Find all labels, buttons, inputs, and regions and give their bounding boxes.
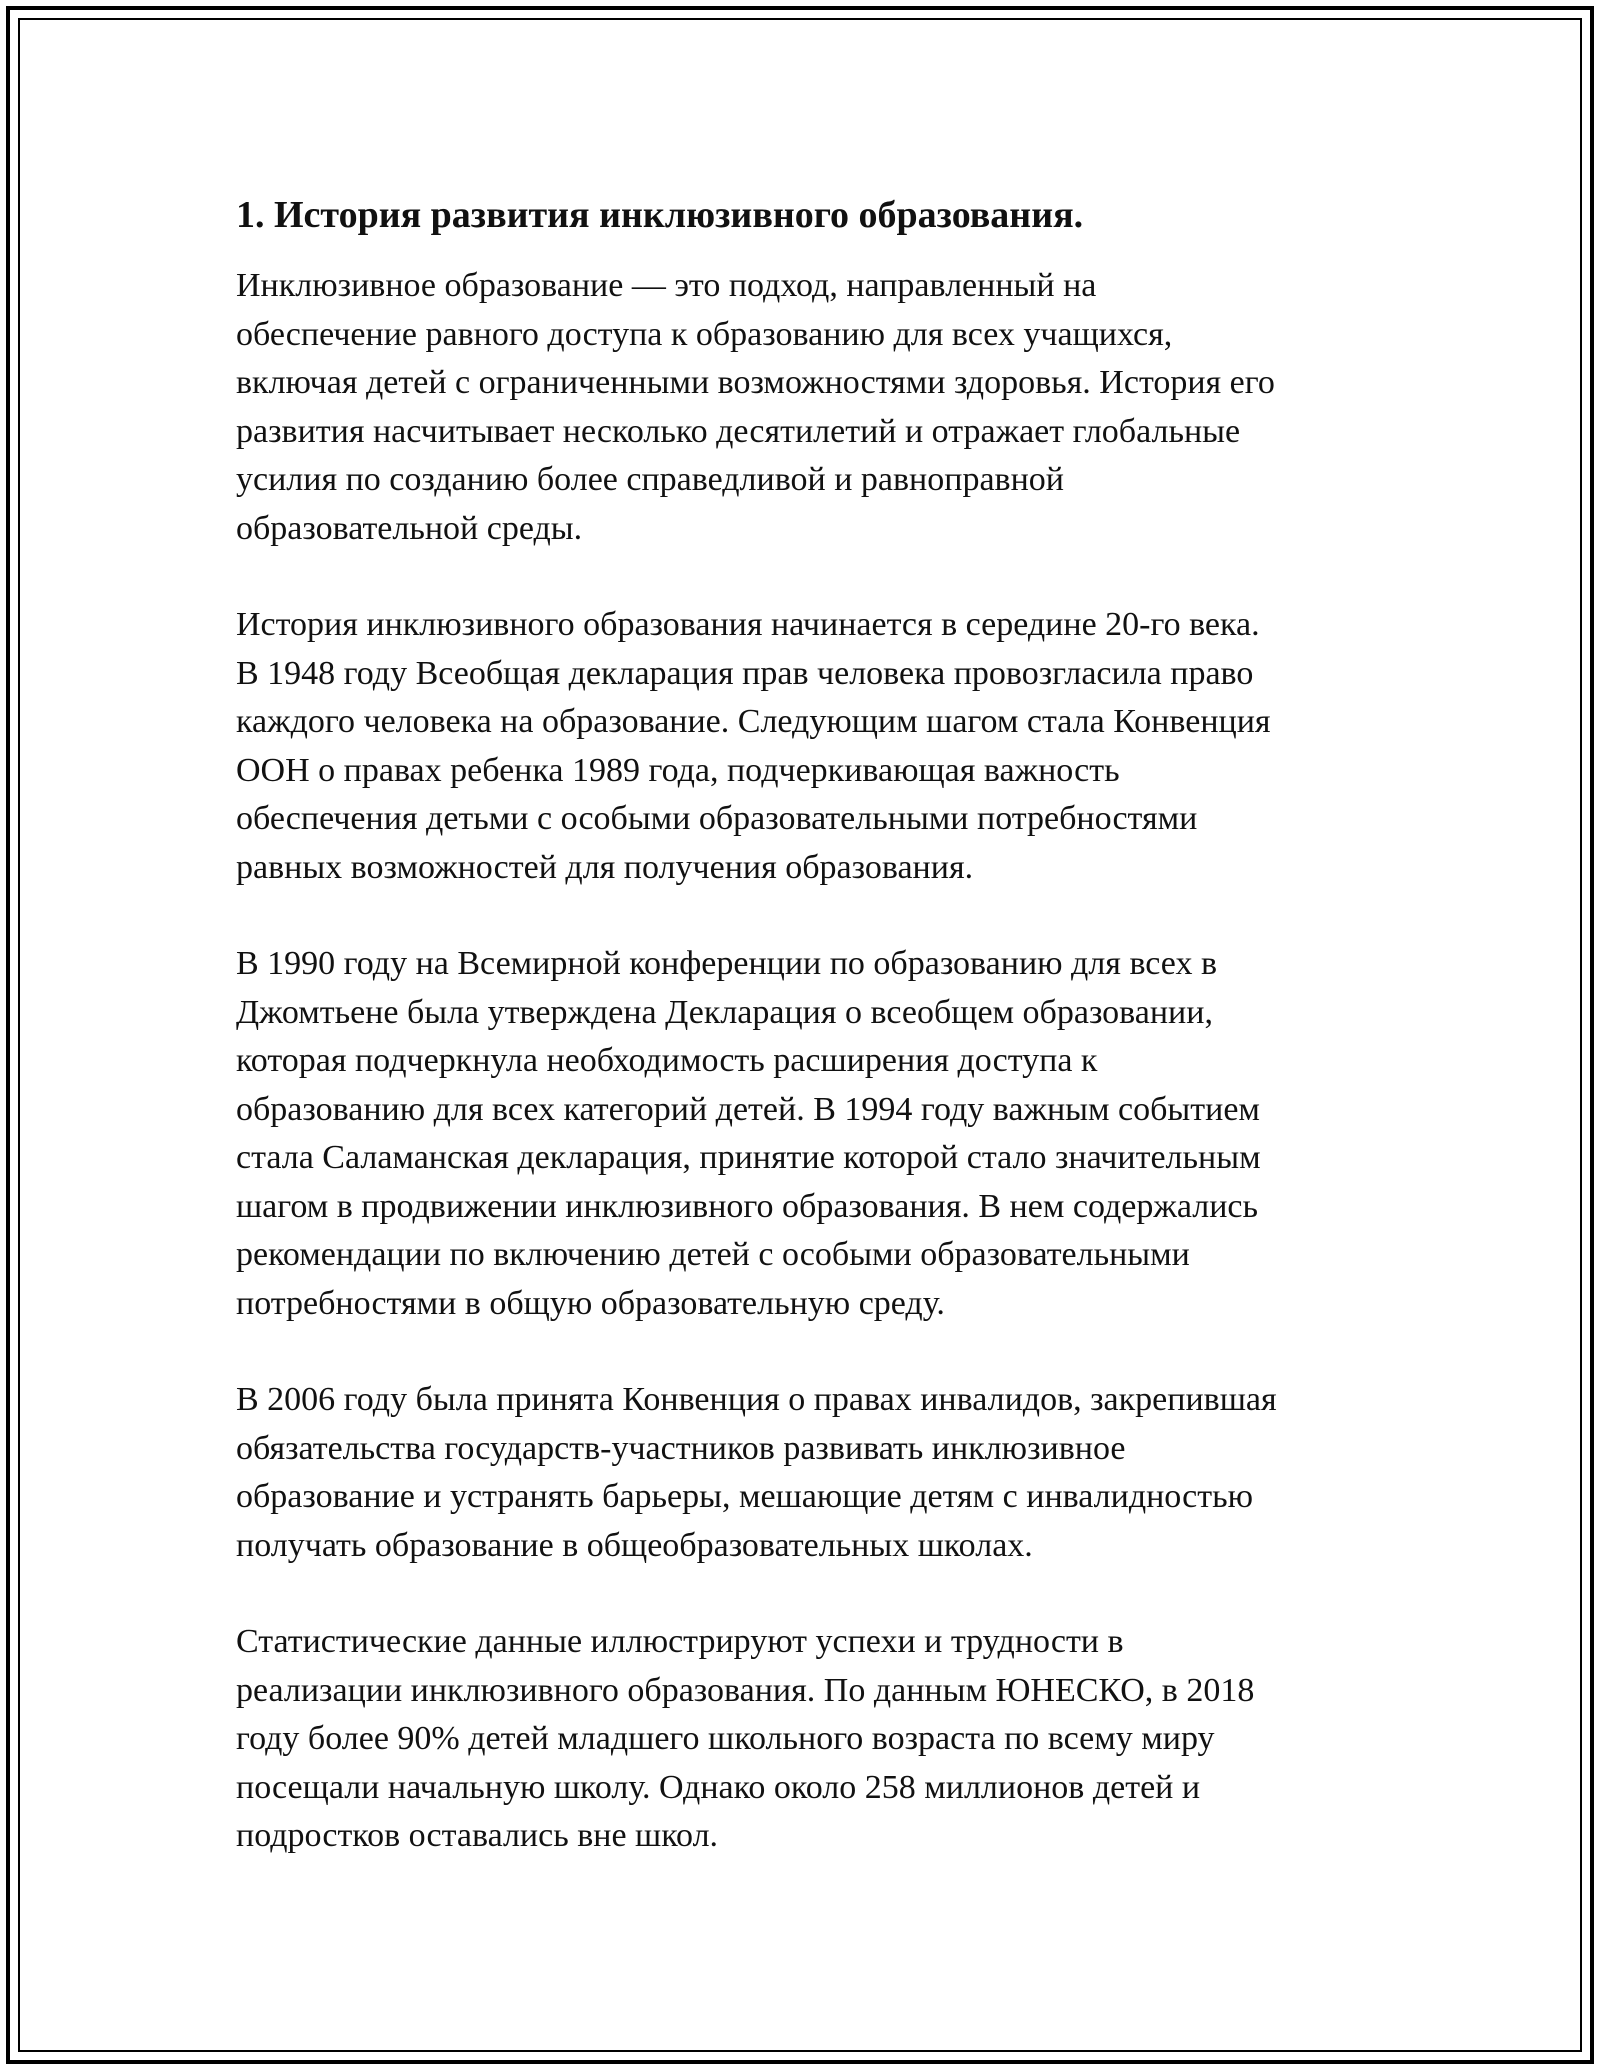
text-line: году более 90% детей младшего школьного возраста по всему миру <box>236 1720 1215 1757</box>
text-line: ООН о правах ребенка 1989 года, подчеркивающая важность <box>236 751 1120 789</box>
text-line: Инклюзивное образование — это подход, направленный на <box>236 267 1097 304</box>
text-line: усилия по созданию более справедливой и равноправной <box>236 461 1064 498</box>
text-line: Джомтьене была утверждена Декларация о всеобщем образовании, <box>236 993 1213 1031</box>
text-line: История инклюзивного образования начинается в середине 20-го века. <box>236 606 1260 643</box>
paragraph-history-start <box>236 601 1416 892</box>
text-line: обеспечения детьми с особыми образовательными потребностями <box>236 800 1198 837</box>
text-line: В 1948 году Всеобщая декларация прав человека провозгласила право <box>236 654 1254 692</box>
text-line: Статистические данные иллюстрируют успехи и трудности в <box>236 1623 1124 1660</box>
text-line: посещали начальную школу. Однако около 258 миллионов детей и <box>236 1768 1201 1806</box>
paragraph-statistics <box>236 1618 1416 1861</box>
text-line: реализации инклюзивного образования. По данным ЮНЕСКО, в 2018 <box>236 1671 1255 1709</box>
text-line: обеспечение равного доступа к образованию для всех учащихся, <box>236 315 1173 353</box>
text-line: рекомендации по включению детей с особыми образовательными <box>236 1236 1190 1273</box>
text-line: стала Саламанская декларация, принятие которой стало значительным <box>236 1139 1261 1176</box>
text-line: образование и устранять барьеры, мешающие детям с инвалидностью <box>236 1478 1254 1515</box>
text-line: потребностями в общую образовательную среду. <box>236 1284 945 1322</box>
text-line: равных возможностей для получения образования. <box>236 848 974 886</box>
text-line: которая подчеркнула необходимость расширения доступа к <box>236 1042 1098 1079</box>
text-line: образовательной среды. <box>236 509 583 547</box>
text-line: каждого человека на образование. Следующим шагом стала Конвенция <box>236 703 1271 740</box>
text-line: В 1990 году на Всемирной конференции по образованию для всех в <box>236 945 1218 982</box>
text-line: образованию для всех категорий детей. В 1994 году важным событием <box>236 1090 1260 1128</box>
text-line: шагом в продвижении инклюзивного образования. В нем содержались <box>236 1187 1258 1225</box>
text-line: развития насчитывает несколько десятилетий и отражает глобальные <box>236 412 1241 450</box>
document-body <box>236 188 1416 1909</box>
paragraph-convention-2006 <box>236 1376 1416 1570</box>
paragraph-intro <box>236 262 1416 553</box>
text-line: включая детей с ограниченными возможностями здоровья. История его <box>236 364 1275 401</box>
text-line: обязательства государств-участников развивать инклюзивное <box>236 1429 1126 1467</box>
text-line: получать образование в общеобразовательных школах. <box>236 1526 1033 1564</box>
text-line: В 2006 году была принята Конвенция о правах инвалидов, закрепившая <box>236 1381 1277 1418</box>
section-heading: 1. История развития инклюзивного образования. <box>236 194 1084 236</box>
paragraph-declarations <box>236 940 1416 1328</box>
text-line: подростков оставались вне школ. <box>236 1817 719 1854</box>
